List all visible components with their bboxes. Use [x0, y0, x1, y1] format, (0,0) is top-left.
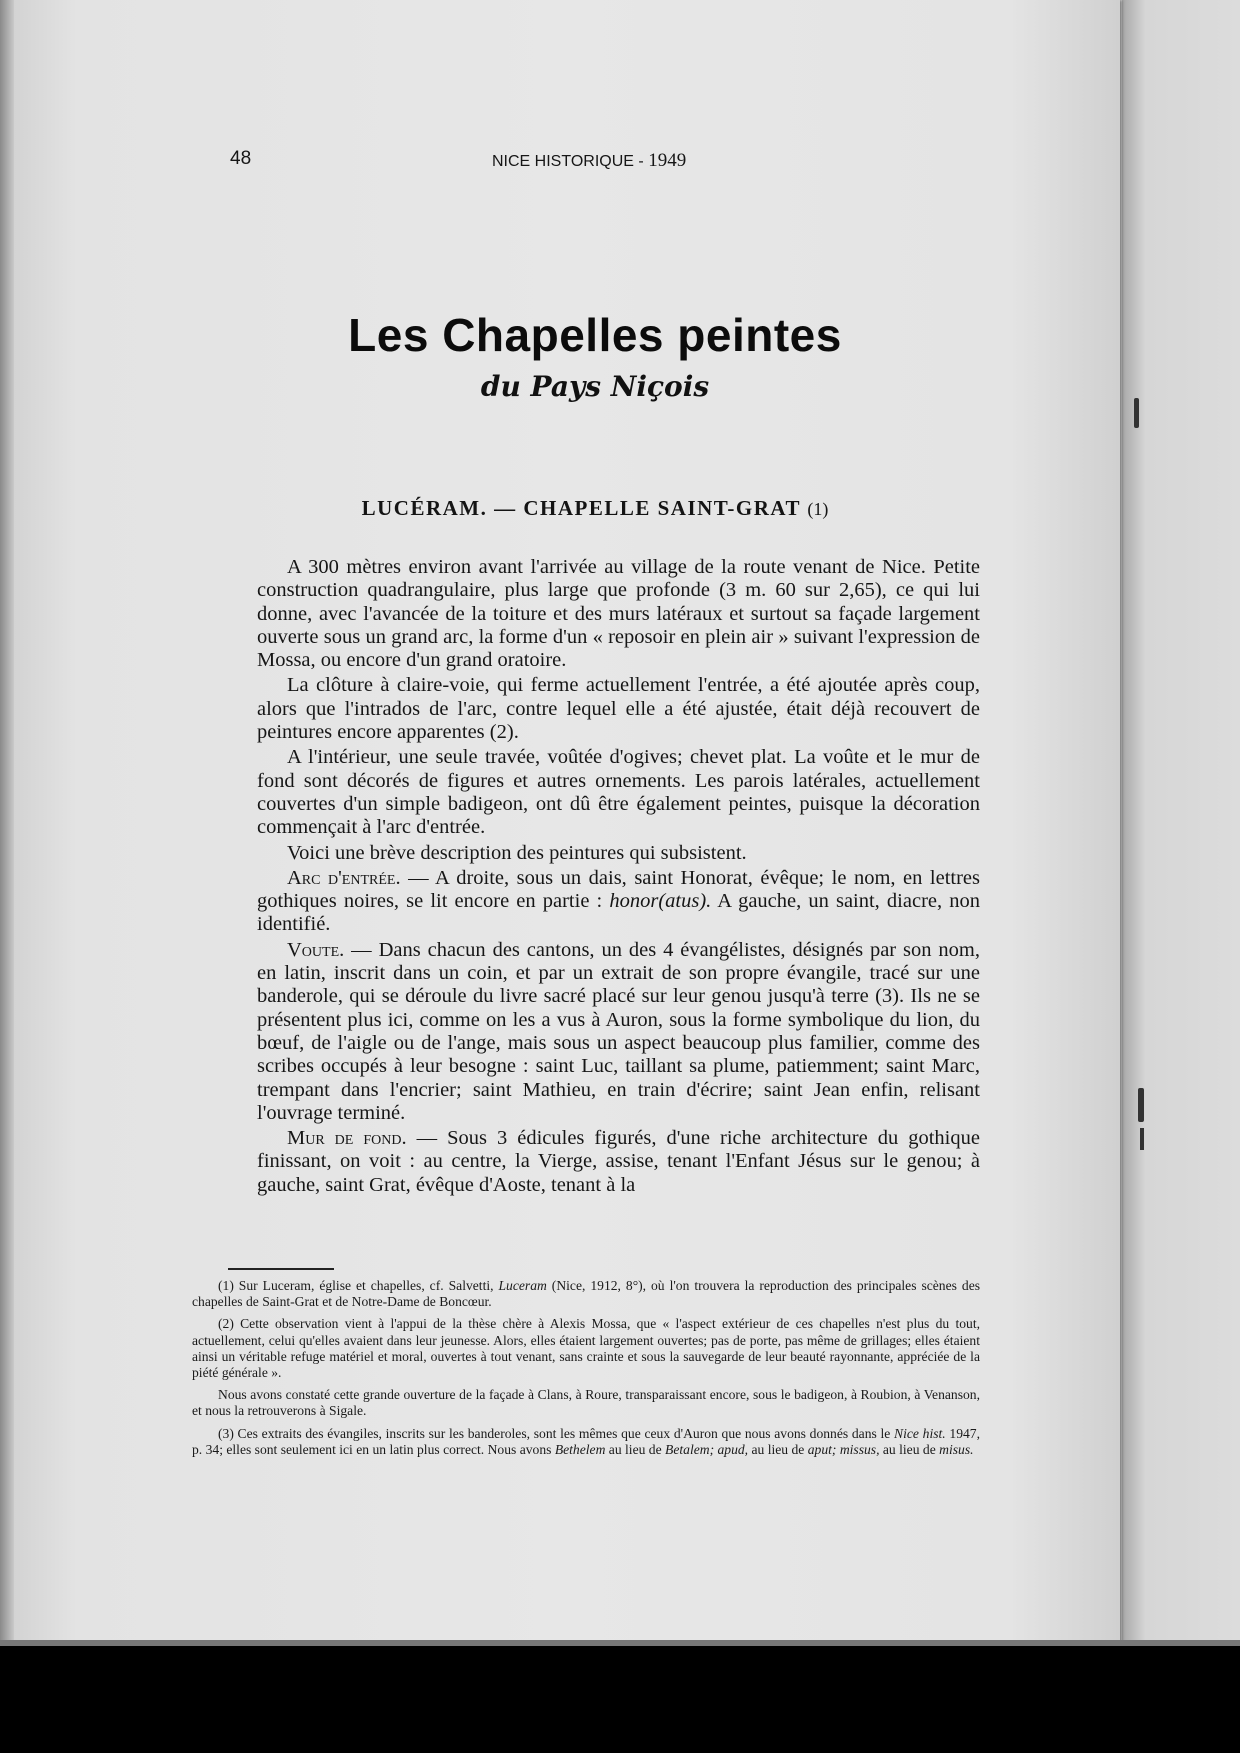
footnote-text: au lieu de	[605, 1441, 666, 1457]
paragraph: La clôture à claire-voie, qui ferme actuellement l'entrée, a été ajoutée après coup, alors que l'intrados de l'arc, contre lequel elle a été ajustée, était déjà recouvert de peintures encore apparentes (2).	[257, 674, 980, 744]
footnote-1	[192, 1278, 980, 1310]
footnotes	[192, 1278, 980, 1464]
binding-mark	[1140, 1128, 1144, 1150]
citation-title: Luceram	[498, 1278, 547, 1293]
paragraph-text: — Sous 3 édicules figurés, d'une riche architecture du gothique finissant, on voit : au centre, la Vierge, assise, tenant l'Enfant Jésus sur le genou; à gauche, saint Grat, évêque d'Aoste, tenant à la	[257, 1127, 980, 1196]
inscription-text: honor(atus).	[609, 890, 712, 913]
paragraph	[257, 867, 980, 937]
footnote-text: 1947, p. 34; elles sont seulement ici en un latin plus correct. Nous avons	[192, 1425, 980, 1457]
page-left-edge	[0, 0, 14, 1645]
binding-mark	[1138, 1088, 1144, 1122]
footnote-text: (1) Sur Luceram, église et chapelles, cf. Salvetti,	[218, 1278, 499, 1293]
section-footnote-ref: (1)	[807, 499, 829, 519]
footnote-2-continued: Nous avons constaté cette grande ouverture de la façade à Clans, à Roure, transparaissant encore, sous le badigeon, à Roubion, à Venanson, et nous la retrouverons à Sigale.	[192, 1387, 980, 1419]
latin-word: Betalem; apud,	[665, 1441, 749, 1457]
header-separator: -	[638, 153, 644, 170]
footnote-rule	[228, 1268, 334, 1270]
footnote-3	[192, 1426, 980, 1458]
latin-word: Bethelem	[554, 1441, 606, 1457]
footnote-text: au lieu de	[748, 1441, 808, 1457]
article-body	[257, 556, 980, 1199]
citation-title: Nice hist.	[894, 1425, 946, 1441]
paragraph-text: — A droite, sous un dais, saint Honorat, évêque; le nom, en lettres gothiques noires, se lit encore en partie :	[257, 866, 980, 913]
article-title: Les Chapelles peintes	[348, 309, 842, 361]
paragraph-text: A gauche, un saint, diacre, non identifié.	[257, 890, 980, 936]
facing-page-edge	[1122, 0, 1240, 1645]
section-heading-text: LUCÉRAM. — CHAPELLE SAINT-GRAT	[361, 496, 801, 520]
paragraph-label: Voute.	[287, 938, 345, 961]
footnote-text: au lieu de	[879, 1441, 940, 1457]
latin-word: misus.	[939, 1441, 974, 1457]
latin-word: aput; missus,	[807, 1441, 880, 1457]
footnote-text: (Nice, 1912, 8°), où l'on trouvera la reproduction des principales scènes des chapelles de Saint-Grat et de Notre-Dame de Boncœur.	[192, 1278, 981, 1310]
binding-mark	[1134, 398, 1139, 428]
section-heading	[300, 496, 890, 521]
paragraph	[257, 939, 980, 1125]
page-number: 48	[230, 148, 252, 169]
running-title	[492, 150, 686, 172]
paragraph-label: Mur de fond.	[287, 1127, 407, 1150]
footnote-2: (2) Cette observation vient à l'appui de la thèse chère à Alexis Mossa, que « l'aspect extérieur de ces chapelles n'est plus du tout, actuellement, celui qu'elles avaient dans leur jeunesse. Alors, elles étaient largement ouvertes; pas de porte, pas même de grillages; elles étaient ainsi un véritable refuge matériel et moral, ouvertes à tout venant, sans crainte et sous la sauvegarde de leur beauté rayonnante, appréciée de la piété générale ».	[192, 1316, 980, 1381]
paragraph-text: — Dans chacun des cantons, un des 4 évangélistes, désignés par son nom, en latin, inscrit dans un coin, et par un extrait de son propre évangile, tracé sur une banderole, qui se déroule du livre sacré placé sur leur genou jusqu'à terre (3). Ils ne se présentent plus ici, comme on les a vus à Auron, sous la forme symbolique du lion, du bœuf, de l'aigle ou de l'ange, mais sous un aspect beaucoup plus familier, comme des scribes occupés à leur besogne : saint Luc, taillant sa plume, patiemment; saint Marc, trempant dans l'encrier; saint Mathieu, en train d'écrire; saint Jean enfin, relisant l'ouvrage terminé.	[257, 938, 980, 1124]
journal-name: NICE HISTORIQUE	[492, 153, 634, 170]
page-bottom-edge	[0, 1640, 1240, 1646]
paragraph: Voici une brève description des peintures qui subsistent.	[287, 841, 747, 864]
paragraph: A l'intérieur, une seule travée, voûtée d'ogives; chevet plat. La voûte et le mur de fond sont décorés de figures et autres ornements. Les parois latérales, actuellement couvertes d'un simple badigeon, ont dû être également peintes, puisque la décoration commençait à l'arc d'entrée.	[257, 746, 980, 839]
header-year: 1949	[648, 150, 687, 171]
footnote-text: (3) Ces extraits des évangiles, inscrits sur les banderoles, sont les mêmes que ceux d'Auron que nous avons donnés dans le	[218, 1425, 895, 1441]
article-subtitle: du Pays Niçois	[480, 370, 710, 403]
paragraph: A 300 mètres environ avant l'arrivée au village de la route venant de Nice. Petite construction quadrangulaire, plus large que profonde (3 m. 60 sur 2,65), ce qui lui donne, avec l'avancée de la toiture et des murs latéraux et surtout sa façade largement ouverte sous un grand arc, la forme d'un « reposoir en plein air » suivant l'expression de Mossa, ou encore d'un grand oratoire.	[257, 556, 980, 672]
paragraph-label: Arc d'entrée.	[287, 866, 401, 889]
paragraph	[257, 1127, 980, 1197]
